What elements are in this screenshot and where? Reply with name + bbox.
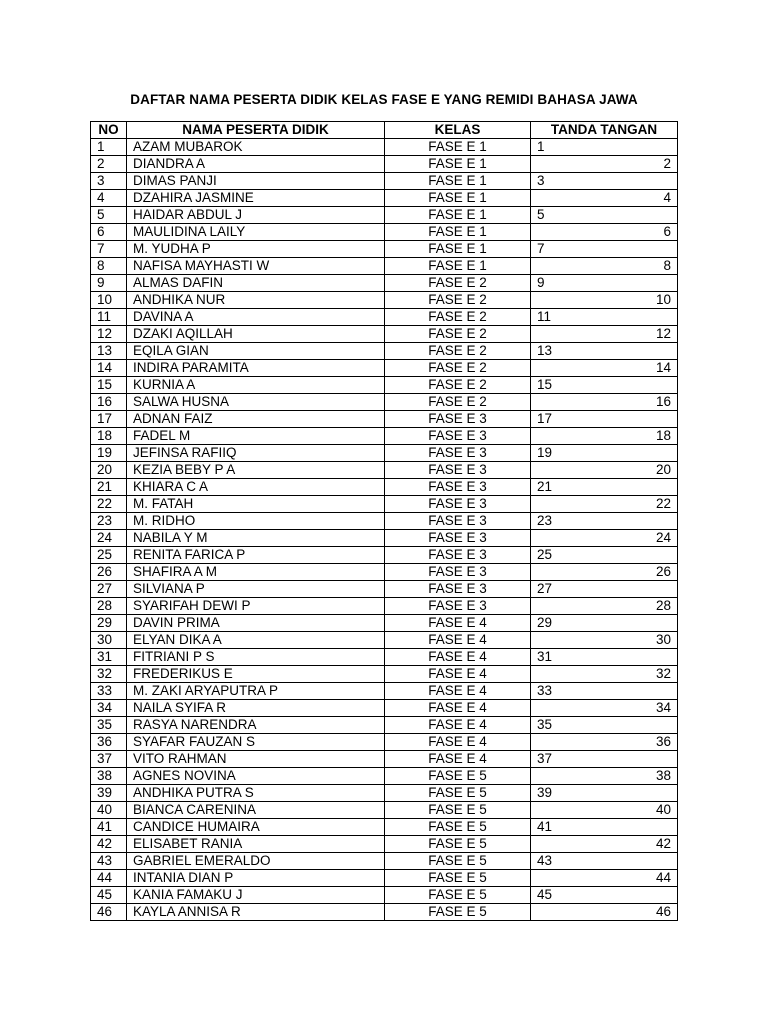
cell-no: 6 <box>91 224 127 241</box>
table-row <box>91 496 678 513</box>
cell-name: FREDERIKUS E <box>127 666 385 683</box>
table-row <box>91 207 678 224</box>
cell-no: 44 <box>91 870 127 887</box>
cell-tanda-tangan: 21 <box>531 479 678 496</box>
cell-name: ALMAS DAFIN <box>127 275 385 292</box>
cell-no: 29 <box>91 615 127 632</box>
cell-kelas: FASE E 3 <box>385 496 531 513</box>
cell-no: 2 <box>91 156 127 173</box>
cell-kelas: FASE E 2 <box>385 360 531 377</box>
table-row <box>91 258 678 275</box>
cell-tanda-tangan: 32 <box>531 666 678 683</box>
cell-name: NAFISA MAYHASTI W <box>127 258 385 275</box>
header-name: NAMA PESERTA DIDIK <box>127 122 385 139</box>
cell-kelas: FASE E 1 <box>385 258 531 275</box>
cell-kelas: FASE E 1 <box>385 207 531 224</box>
cell-no: 40 <box>91 802 127 819</box>
cell-no: 10 <box>91 292 127 309</box>
cell-tanda-tangan: 36 <box>531 734 678 751</box>
cell-no: 18 <box>91 428 127 445</box>
table-row <box>91 615 678 632</box>
cell-name: M. FATAH <box>127 496 385 513</box>
cell-name: ANDHIKA PUTRA S <box>127 785 385 802</box>
cell-no: 32 <box>91 666 127 683</box>
table-row <box>91 292 678 309</box>
document-title: DAFTAR NAMA PESERTA DIDIK KELAS FASE E YANG REMIDI BAHASA JAWA <box>130 92 638 107</box>
cell-no: 37 <box>91 751 127 768</box>
table-row <box>91 241 678 258</box>
cell-no: 31 <box>91 649 127 666</box>
cell-kelas: FASE E 3 <box>385 445 531 462</box>
table-row <box>91 190 678 207</box>
cell-name: NAILA SYIFA R <box>127 700 385 717</box>
cell-no: 41 <box>91 819 127 836</box>
cell-tanda-tangan: 5 <box>531 207 678 224</box>
cell-kelas: FASE E 2 <box>385 292 531 309</box>
cell-name: AGNES NOVINA <box>127 768 385 785</box>
cell-kelas: FASE E 5 <box>385 870 531 887</box>
cell-kelas: FASE E 1 <box>385 139 531 156</box>
cell-name: JEFINSA RAFIIQ <box>127 445 385 462</box>
cell-tanda-tangan: 10 <box>531 292 678 309</box>
cell-name: ADNAN FAIZ <box>127 411 385 428</box>
cell-tanda-tangan: 41 <box>531 819 678 836</box>
table-row <box>91 462 678 479</box>
cell-no: 7 <box>91 241 127 258</box>
cell-tanda-tangan: 1 <box>531 139 678 156</box>
cell-no: 23 <box>91 513 127 530</box>
cell-tanda-tangan: 19 <box>531 445 678 462</box>
cell-kelas: FASE E 2 <box>385 309 531 326</box>
cell-name: RENITA FARICA P <box>127 547 385 564</box>
cell-kelas: FASE E 1 <box>385 224 531 241</box>
cell-tanda-tangan: 44 <box>531 870 678 887</box>
cell-name: INTANIA DIAN P <box>127 870 385 887</box>
cell-name: SHAFIRA A M <box>127 564 385 581</box>
cell-no: 46 <box>91 904 127 921</box>
table-row <box>91 649 678 666</box>
table-row <box>91 394 678 411</box>
table-row <box>91 666 678 683</box>
table-row <box>91 768 678 785</box>
cell-no: 36 <box>91 734 127 751</box>
cell-no: 12 <box>91 326 127 343</box>
cell-tanda-tangan: 31 <box>531 649 678 666</box>
cell-tanda-tangan: 15 <box>531 377 678 394</box>
cell-name: DIANDRA A <box>127 156 385 173</box>
table-row <box>91 156 678 173</box>
table-row <box>91 275 678 292</box>
cell-tanda-tangan: 22 <box>531 496 678 513</box>
table-row <box>91 581 678 598</box>
cell-kelas: FASE E 3 <box>385 564 531 581</box>
table-row <box>91 530 678 547</box>
cell-kelas: FASE E 2 <box>385 394 531 411</box>
cell-name: ANDHIKA NUR <box>127 292 385 309</box>
cell-kelas: FASE E 5 <box>385 785 531 802</box>
table-row <box>91 887 678 904</box>
cell-kelas: FASE E 3 <box>385 547 531 564</box>
cell-tanda-tangan: 40 <box>531 802 678 819</box>
cell-name: NABILA Y M <box>127 530 385 547</box>
cell-tanda-tangan: 30 <box>531 632 678 649</box>
cell-no: 9 <box>91 275 127 292</box>
cell-tanda-tangan: 34 <box>531 700 678 717</box>
cell-no: 39 <box>91 785 127 802</box>
cell-kelas: FASE E 4 <box>385 632 531 649</box>
table-row <box>91 632 678 649</box>
cell-kelas: FASE E 2 <box>385 343 531 360</box>
cell-no: 15 <box>91 377 127 394</box>
table-row <box>91 428 678 445</box>
cell-name: SILVIANA P <box>127 581 385 598</box>
table-row <box>91 343 678 360</box>
cell-name: GABRIEL EMERALDO <box>127 853 385 870</box>
header-kelas: KELAS <box>385 122 531 139</box>
cell-name: FADEL M <box>127 428 385 445</box>
cell-tanda-tangan: 20 <box>531 462 678 479</box>
table-row <box>91 411 678 428</box>
cell-name: DZAKI AQILLAH <box>127 326 385 343</box>
cell-no: 27 <box>91 581 127 598</box>
cell-name: RASYA NARENDRA <box>127 717 385 734</box>
cell-name: ELISABET RANIA <box>127 836 385 853</box>
cell-tanda-tangan: 18 <box>531 428 678 445</box>
table-header <box>91 122 678 139</box>
cell-no: 1 <box>91 139 127 156</box>
cell-name: DAVIN PRIMA <box>127 615 385 632</box>
table-row <box>91 377 678 394</box>
cell-name: FITRIANI P S <box>127 649 385 666</box>
table-row <box>91 870 678 887</box>
cell-tanda-tangan: 39 <box>531 785 678 802</box>
cell-no: 24 <box>91 530 127 547</box>
cell-name: MAULIDINA LAILY <box>127 224 385 241</box>
header-row <box>91 122 678 139</box>
cell-kelas: FASE E 5 <box>385 802 531 819</box>
cell-tanda-tangan: 38 <box>531 768 678 785</box>
cell-tanda-tangan: 16 <box>531 394 678 411</box>
cell-no: 42 <box>91 836 127 853</box>
cell-name: DIMAS PANJI <box>127 173 385 190</box>
cell-no: 11 <box>91 309 127 326</box>
cell-tanda-tangan: 13 <box>531 343 678 360</box>
cell-name: KANIA FAMAKU J <box>127 887 385 904</box>
cell-no: 30 <box>91 632 127 649</box>
cell-no: 16 <box>91 394 127 411</box>
cell-name: SALWA HUSNA <box>127 394 385 411</box>
table-row <box>91 751 678 768</box>
cell-tanda-tangan: 14 <box>531 360 678 377</box>
cell-name: M. ZAKI ARYAPUTRA P <box>127 683 385 700</box>
cell-tanda-tangan: 37 <box>531 751 678 768</box>
table-row <box>91 904 678 921</box>
cell-no: 28 <box>91 598 127 615</box>
cell-kelas: FASE E 3 <box>385 513 531 530</box>
cell-kelas: FASE E 4 <box>385 700 531 717</box>
cell-kelas: FASE E 5 <box>385 836 531 853</box>
cell-name: AZAM MUBAROK <box>127 139 385 156</box>
cell-no: 8 <box>91 258 127 275</box>
cell-kelas: FASE E 4 <box>385 649 531 666</box>
cell-name: ELYAN DIKA A <box>127 632 385 649</box>
cell-kelas: FASE E 3 <box>385 462 531 479</box>
table-row <box>91 598 678 615</box>
participant-table <box>90 121 678 921</box>
cell-name: KURNIA A <box>127 377 385 394</box>
cell-no: 34 <box>91 700 127 717</box>
table-row <box>91 785 678 802</box>
cell-kelas: FASE E 1 <box>385 190 531 207</box>
cell-name: EQILA GIAN <box>127 343 385 360</box>
cell-tanda-tangan: 2 <box>531 156 678 173</box>
cell-tanda-tangan: 26 <box>531 564 678 581</box>
cell-no: 20 <box>91 462 127 479</box>
cell-kelas: FASE E 4 <box>385 615 531 632</box>
cell-kelas: FASE E 1 <box>385 156 531 173</box>
cell-kelas: FASE E 2 <box>385 326 531 343</box>
cell-name: KEZIA BEBY P A <box>127 462 385 479</box>
cell-no: 13 <box>91 343 127 360</box>
header-no: NO <box>91 122 127 139</box>
cell-tanda-tangan: 17 <box>531 411 678 428</box>
table-row <box>91 717 678 734</box>
cell-name: SYAFAR FAUZAN S <box>127 734 385 751</box>
cell-tanda-tangan: 8 <box>531 258 678 275</box>
cell-no: 43 <box>91 853 127 870</box>
cell-tanda-tangan: 3 <box>531 173 678 190</box>
cell-name: CANDICE HUMAIRA <box>127 819 385 836</box>
cell-kelas: FASE E 5 <box>385 887 531 904</box>
cell-no: 21 <box>91 479 127 496</box>
cell-tanda-tangan: 25 <box>531 547 678 564</box>
cell-no: 33 <box>91 683 127 700</box>
table-row <box>91 564 678 581</box>
cell-no: 26 <box>91 564 127 581</box>
table-row <box>91 853 678 870</box>
cell-kelas: FASE E 5 <box>385 853 531 870</box>
table-row <box>91 802 678 819</box>
cell-no: 25 <box>91 547 127 564</box>
table-row <box>91 547 678 564</box>
cell-no: 5 <box>91 207 127 224</box>
cell-no: 35 <box>91 717 127 734</box>
table-row <box>91 819 678 836</box>
table-row <box>91 479 678 496</box>
cell-no: 14 <box>91 360 127 377</box>
cell-tanda-tangan: 43 <box>531 853 678 870</box>
cell-kelas: FASE E 3 <box>385 479 531 496</box>
cell-kelas: FASE E 4 <box>385 717 531 734</box>
cell-kelas: FASE E 5 <box>385 768 531 785</box>
cell-tanda-tangan: 4 <box>531 190 678 207</box>
cell-name: BIANCA CARENINA <box>127 802 385 819</box>
table-row <box>91 326 678 343</box>
cell-name: M. YUDHA P <box>127 241 385 258</box>
cell-kelas: FASE E 2 <box>385 377 531 394</box>
table-row <box>91 700 678 717</box>
cell-name: INDIRA PARAMITA <box>127 360 385 377</box>
table-row <box>91 513 678 530</box>
header-tanda-tangan: TANDA TANGAN <box>531 122 678 139</box>
cell-tanda-tangan: 24 <box>531 530 678 547</box>
cell-tanda-tangan: 9 <box>531 275 678 292</box>
cell-kelas: FASE E 4 <box>385 666 531 683</box>
table-row <box>91 360 678 377</box>
table-row <box>91 683 678 700</box>
cell-kelas: FASE E 5 <box>385 904 531 921</box>
cell-no: 45 <box>91 887 127 904</box>
cell-name: HAIDAR ABDUL J <box>127 207 385 224</box>
table-row <box>91 224 678 241</box>
cell-name: DZAHIRA JASMINE <box>127 190 385 207</box>
cell-kelas: FASE E 5 <box>385 819 531 836</box>
table-row <box>91 445 678 462</box>
cell-tanda-tangan: 42 <box>531 836 678 853</box>
cell-kelas: FASE E 3 <box>385 411 531 428</box>
cell-tanda-tangan: 12 <box>531 326 678 343</box>
cell-name: VITO RAHMAN <box>127 751 385 768</box>
cell-kelas: FASE E 1 <box>385 241 531 258</box>
cell-tanda-tangan: 33 <box>531 683 678 700</box>
cell-no: 3 <box>91 173 127 190</box>
cell-kelas: FASE E 4 <box>385 751 531 768</box>
cell-name: DAVINA A <box>127 309 385 326</box>
cell-tanda-tangan: 45 <box>531 887 678 904</box>
cell-tanda-tangan: 29 <box>531 615 678 632</box>
table-body <box>91 139 678 921</box>
table-row <box>91 836 678 853</box>
cell-tanda-tangan: 6 <box>531 224 678 241</box>
table-row <box>91 734 678 751</box>
cell-kelas: FASE E 4 <box>385 734 531 751</box>
cell-tanda-tangan: 11 <box>531 309 678 326</box>
cell-no: 17 <box>91 411 127 428</box>
cell-name: SYARIFAH DEWI P <box>127 598 385 615</box>
cell-kelas: FASE E 1 <box>385 173 531 190</box>
cell-kelas: FASE E 3 <box>385 428 531 445</box>
cell-no: 4 <box>91 190 127 207</box>
cell-no: 38 <box>91 768 127 785</box>
cell-kelas: FASE E 3 <box>385 581 531 598</box>
table-row <box>91 139 678 156</box>
cell-name: M. RIDHO <box>127 513 385 530</box>
cell-kelas: FASE E 3 <box>385 530 531 547</box>
cell-no: 19 <box>91 445 127 462</box>
cell-tanda-tangan: 27 <box>531 581 678 598</box>
cell-tanda-tangan: 28 <box>531 598 678 615</box>
cell-tanda-tangan: 23 <box>531 513 678 530</box>
cell-name: KHIARA C A <box>127 479 385 496</box>
cell-name: KAYLA ANNISA R <box>127 904 385 921</box>
table-row <box>91 173 678 190</box>
cell-kelas: FASE E 4 <box>385 683 531 700</box>
cell-no: 22 <box>91 496 127 513</box>
cell-tanda-tangan: 46 <box>531 904 678 921</box>
table-row <box>91 309 678 326</box>
cell-tanda-tangan: 7 <box>531 241 678 258</box>
cell-kelas: FASE E 2 <box>385 275 531 292</box>
cell-kelas: FASE E 3 <box>385 598 531 615</box>
cell-tanda-tangan: 35 <box>531 717 678 734</box>
